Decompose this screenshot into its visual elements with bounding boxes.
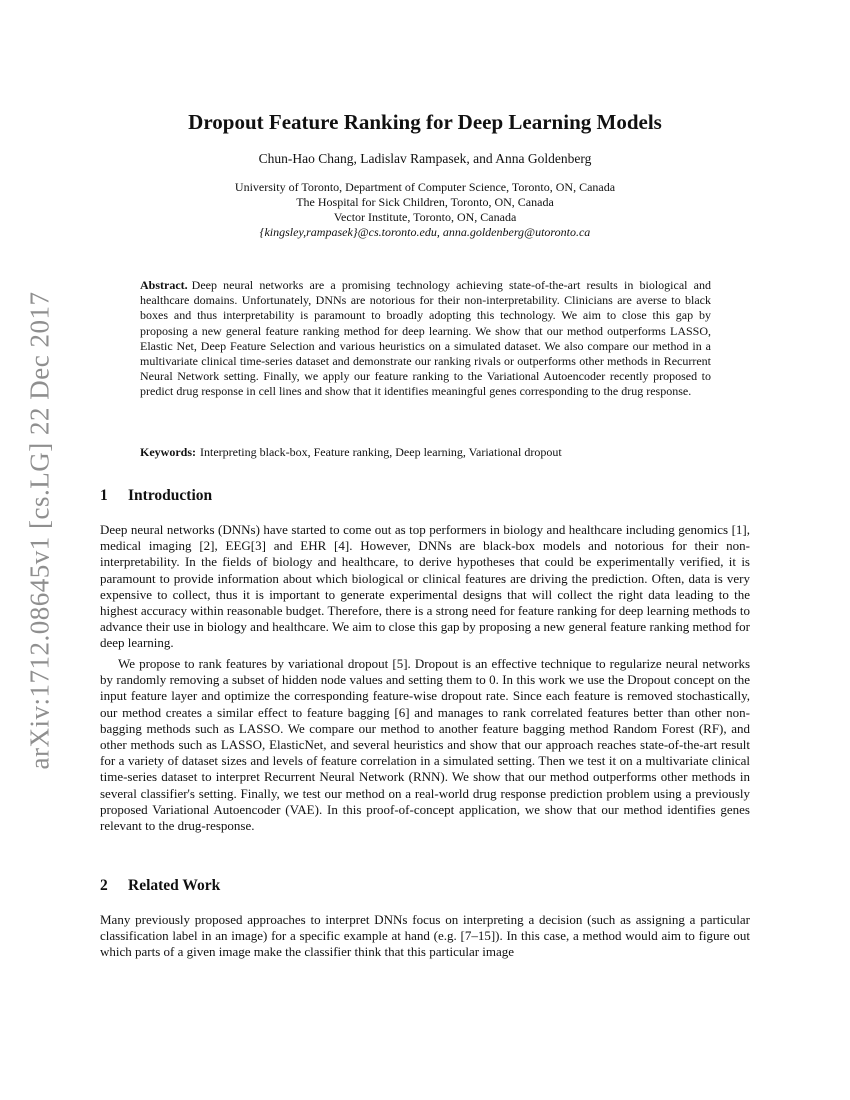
paper-title: Dropout Feature Ranking for Deep Learning Models — [188, 110, 662, 135]
arxiv-identifier-stamp — [8, 291, 72, 769]
author-list: Chun-Hao Chang, Ladislav Rampasek, and Anna Goldenberg — [258, 151, 592, 166]
keywords — [140, 445, 711, 460]
author-emails: {kingsley,rampasek}@cs.toronto.edu, anna.goldenberg@utoronto.ca — [259, 225, 591, 239]
section-number: 2 — [100, 877, 108, 894]
affiliation-line: The Hospital for Sick Children, Toronto, ON, Canada — [296, 195, 554, 209]
section-number: 1 — [100, 487, 108, 504]
affiliation-block — [100, 180, 750, 240]
body-paragraph: We propose to rank features by variational dropout [5]. Dropout is an effective technique to regularize neural networks by randomly removing a subset of hidden node values and setting them to 0. In this work we use the Dropout concept on the input feature layer and optimize the corresponding feature-wise dropout rate. Since each feature is removed stochastically, our method creates a similar effect to feature bagging [6] and manages to rank correlated features better than other non-bagging methods such as LASSO. We compare our method to another feature bagging method Random Forest (RF), and other methods such as LASSO, ElasticNet, and several heuristics and show that our approach reaches state-of-the-art result for a variety of dataset sizes and levels of feature correlation in a simulated setting. Then we test it on a multivariate clinical time-series dataset to interpret Recurrent Neural Network (RNN). We show that our method outperforms other methods in several classifier's setting. Finally, we test our method on a real-world drug response prediction problem using a previously proposed Variational Autoencoder (VAE). In this proof-of-concept application, we show that our method identifies genes relevant to the drug-response. — [100, 656, 750, 834]
affiliation-line: University of Toronto, Department of Computer Science, Toronto, ON, Canada — [234, 180, 616, 194]
section-title: Related Work — [128, 877, 221, 894]
body-paragraph: Many previously proposed approaches to interpret DNNs focus on interpreting a decision (such as assigning a particular classification label in an image) for a specific example at hand (e.g. [7–15]). In this case, a method would aim to figure out which parts of a given image make the classifier think that this particular image — [100, 912, 750, 960]
abstract-text: Deep neural networks are a promising technology achieving state-of-the-art results in biological and healthcare domains. Unfortunately, DNNs are notorious for their non-interpretability. Clinicians are averse to black boxes and thus interpretability is paramount to broadly adopting this technology. We aim to close this gap by proposing a new general feature ranking method for deep learning. We show that our method outperforms LASSO, Elastic Net, Deep Feature Selection and various heuristics on a simulated dataset. We also compare our method in a multivariate clinical time-series dataset and demonstrate our ranking rivals or outperforms other methods in Recurrent Neural Network setting. Finally, we apply our feature ranking to the Variational Autoencoder recently proposed to predict drug response in cell lines and show that it identifies meaningful genes corresponding to the drug response. — [140, 278, 711, 399]
section-heading-related-work — [100, 877, 750, 895]
section-heading-introduction — [100, 487, 750, 505]
keywords-label: Keywords: — [140, 445, 196, 459]
abstract-label: Abstract. — [140, 278, 188, 292]
abstract — [140, 278, 711, 400]
section-title: Introduction — [128, 487, 213, 504]
keywords-text: Interpreting black-box, Feature ranking, Deep learning, Variational dropout — [200, 445, 562, 459]
body-paragraph: Deep neural networks (DNNs) have started to come out as top performers in biology and healthcare including genomics [1], medical imaging [2], EEG[3] and EHR [4]. However, DNNs are black-box models and notorious for their non-interpretability. In the fields of biology and healthcare, to derive hypotheses that could be experimentally verified, it is paramount to provide information about which biological or clinical features are driving the prediction. Often, data is very expensive to collect, thus it is important to generate experimental designs that will collect the right data leading to the highest accuracy within reasonable budget. Therefore, there is a strong need for feature ranking for deep learning methods to advance their use in biology and healthcare. We aim to close this gap by proposing a new general feature ranking method for deep learning. — [100, 522, 750, 651]
arxiv-identifier-text: arXiv:1712.08645v1 [cs.LG] 22 Dec 2017 — [24, 291, 55, 769]
affiliation-line: Vector Institute, Toronto, ON, Canada — [333, 210, 517, 224]
